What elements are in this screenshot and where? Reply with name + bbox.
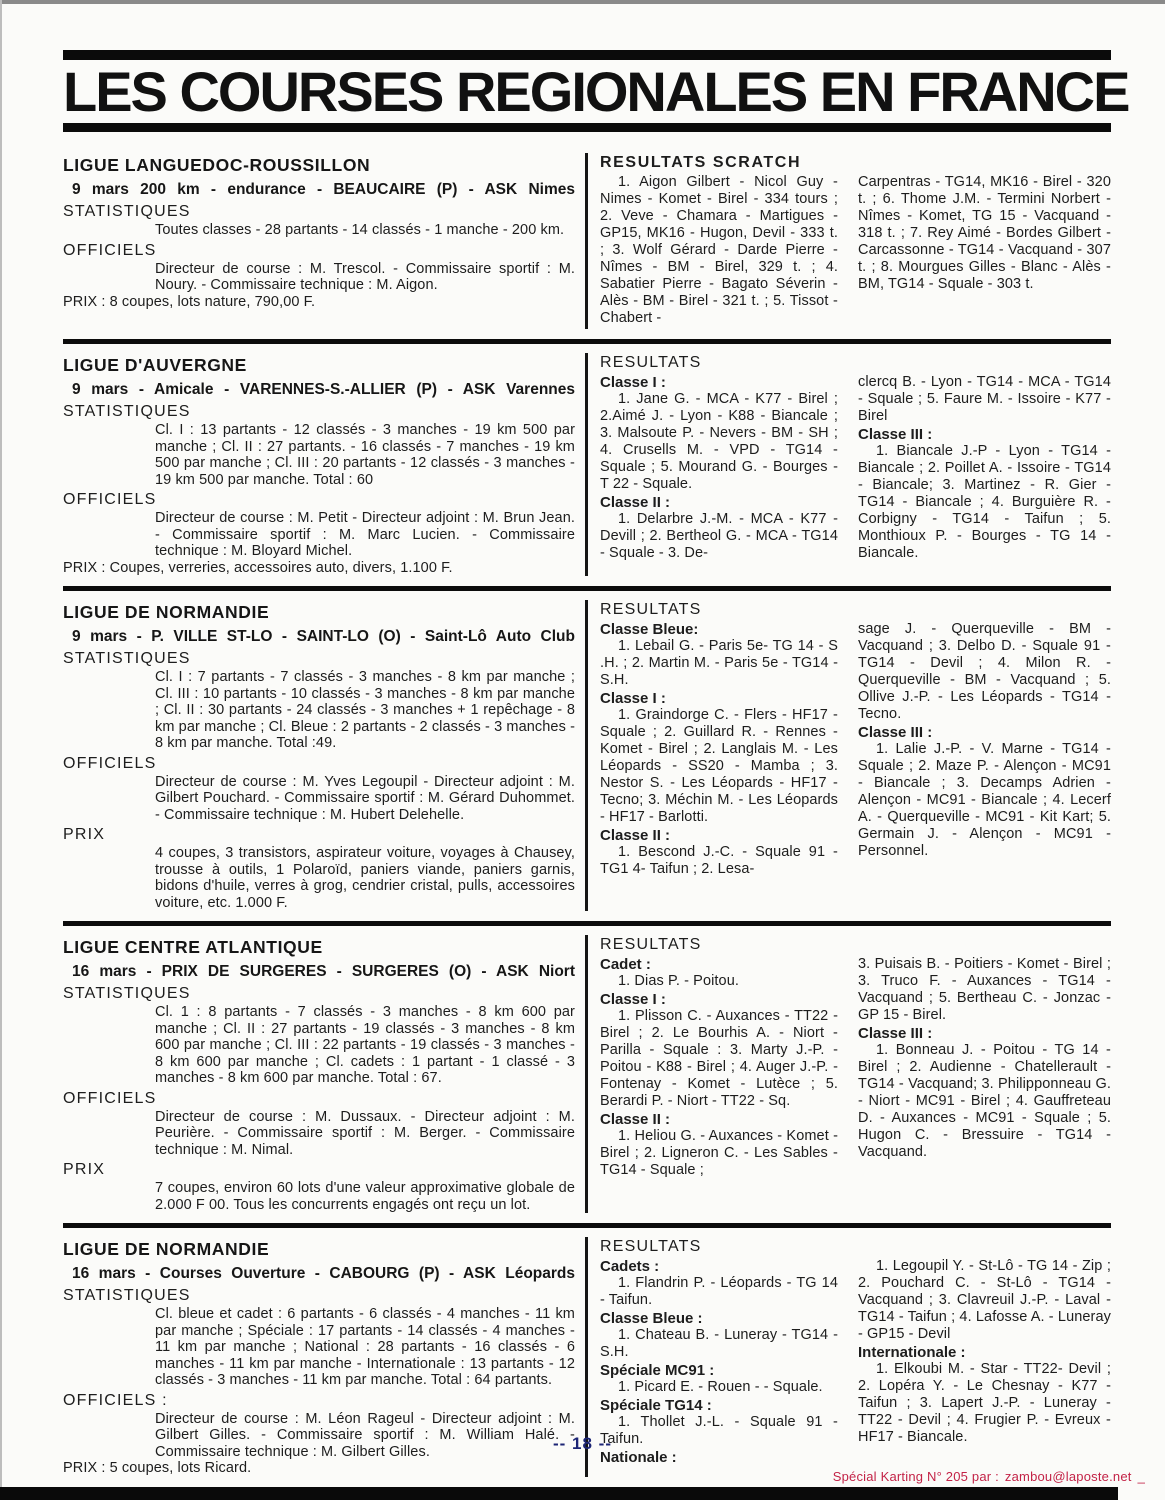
statistiques-text: Cl. I : 13 partants - 12 classés - 3 manches - 19 km 500 par manche ; Cl. II : 27 partants. - 16 classés - 7 manches - 19 km 500 par manche ; Cl. III : 20 partants - 12 classés - 3 manches - 19 km 500 par manche. Total : 60 — [155, 422, 575, 488]
officiels-label: OFFICIELS : — [63, 1391, 168, 1409]
results-text: 1. Biancale J.-P - Lyon - TG14 - Biancale ; 2. Poillet A. - Issoire - TG14 - Biancale; 3. Martinez - R. Gier - TG14 - Biancale ; 4. Burguière R. - Corbigny - TG14 - Taifun ; 5. Monthioux P. - Bourges - TG 14 - Biancale. — [858, 443, 1111, 561]
statistiques-label: STATISTIQUES — [63, 1287, 191, 1304]
page-title: LES COURSES REGIONALES EN FRANCE — [63, 60, 1129, 123]
class-label: Cadet : — [600, 956, 651, 973]
title-rule-top — [63, 50, 1111, 60]
results-column-right — [858, 353, 1111, 576]
results-column-right — [858, 935, 1111, 1213]
results-text: 1. Legoupil Y. - St-Lô - TG 14 - Zip ; 2. Pouchard C. - St-Lô - TG14 - Vacquand ; 3. Clavreuil J.-P. - Laval - TG14 - Taifun ; 4. Lafosse A. - Luneray - GP15 - Devil — [858, 1258, 1111, 1342]
event-line: 16 mars - Courses Ouverture - CABOURG (P) - ASK Léopards — [72, 1265, 575, 1282]
statistiques-text: Cl. bleue et cadet : 6 partants - 6 classés - 4 manches - 11 km par manche ; Spéciale : 17 partants - 14 classés - 4 manches - 11 km par manche ; National : 28 partants - 16 classés - 6 manches - 11 km par manche - Internationale : 13 partants - 12 classés - 3 manches - 11 km par manche. Total : 64 partants. — [155, 1306, 575, 1388]
league-title: LIGUE LANGUEDOC-ROUSSILLON — [63, 155, 371, 175]
class-label: Classe III : — [858, 1025, 933, 1042]
results-text: 1. Lebail G. - Paris 5e- TG 14 - S .H. ; 2. Martin M. - Paris 5e - TG14 - S.H. — [600, 638, 838, 688]
officiels-text: Directeur de course : M. Yves Legoupil - Directeur adjoint : M. Gilbert Pouchard. - Commissaire sportif : M. Gérard Duhommet. - Commissaire technique : M. Hubert Delehelle. — [155, 773, 575, 823]
event-line: 16 mars - PRIX DE SURGERES - SURGERES (O) - ASK Niort — [72, 963, 575, 980]
statistiques-label: STATISTIQUES — [63, 650, 191, 667]
league-title: LIGUE DE NORMANDIE — [63, 602, 270, 622]
results-text: 1. Bonneau J. - Poitou - TG 14 - Birel ; 2. Audienne - Chatellerault - TG14 - Vacquand; 3. Philipponneau G. - Niort - MC91 - Birel ; 4. Gauffreteau D. - Auxances - MC91 - Squale ; 5. Hugon C. - Bressuire - TG14 - Vacquand. — [858, 1042, 1111, 1160]
class-label: Classe II : — [600, 494, 671, 511]
section-info-column — [63, 353, 575, 576]
results-column-mid — [600, 935, 838, 1213]
page-number: -- 18 -- — [553, 1434, 612, 1453]
prix-line: PRIX : 5 coupes, lots Ricard. — [63, 1460, 252, 1476]
results-header: RESULTATS — [600, 936, 702, 953]
footer-email[interactable]: zambou@laposte.net — [1004, 1469, 1132, 1484]
prix-text: 7 coupes, environ 60 lots d'une valeur approximative globale de 2.000 F 00. Tous les concurrents engagés ont reçu un lot. — [155, 1180, 575, 1213]
officiels-text: Directeur de course : M. Léon Rageul - Directeur adjoint : M. Gilbert Gilles. - Commissaire sportif : M. William Halé. - Commissaire technique : M. Gilbert Gilles. — [155, 1410, 575, 1460]
column-divider — [585, 353, 588, 576]
results-header: RESULTATS SCRATCH — [600, 154, 802, 171]
class-label: Classe II : — [600, 1111, 671, 1128]
league-title: LIGUE D'AUVERGNE — [63, 355, 247, 375]
officiels-label: OFFICIELS — [63, 1089, 157, 1107]
officiels-label: OFFICIELS — [63, 754, 157, 772]
race-section-auvergne — [63, 344, 1111, 591]
league-title: LIGUE CENTRE ATLANTIQUE — [63, 937, 323, 957]
results-text: clercq B. - Lyon - TG14 - MCA - TG14 - Squale ; 5. Faure M. - Issoire - K77 - Birel — [858, 374, 1111, 424]
event-line: 9 mars 200 km - endurance - BEAUCAIRE (P) - ASK Nimes — [72, 181, 575, 198]
title-rule-bottom — [63, 123, 1111, 132]
class-label: Classe Bleue: — [600, 621, 699, 638]
results-column-mid — [600, 353, 838, 576]
results-text: Carpentras - TG14, MK16 - Birel - 320 t. ; 6. Thome J.M. - Termini Norbert - Nîmes - Komet, TG 15 - Vacquand - 318 t. ; 7. Rey Aimé - Bordes Gilbert - Carcassonne - TG14 - Vacquand - 307 t. ; 8. Mourgues Gilles - Blanc - Alès - BM, TG14 - Squale - 303 t. — [858, 174, 1111, 292]
class-label: Nationale : — [600, 1449, 677, 1466]
prix-label: PRIX — [63, 1161, 106, 1178]
prix-line: PRIX : 8 coupes, lots nature, 790,00 F. — [63, 293, 316, 310]
class-label: Classe II : — [600, 827, 671, 844]
league-title: LIGUE DE NORMANDIE — [63, 1239, 270, 1259]
class-label: Internationale : — [858, 1344, 966, 1361]
officiels-text: Directeur de course : M. Petit - Directeur adjoint : M. Brun Jean. - Commissaire sportif : M. Marc Lucien. - Commissaire technique : M. Bloyard Michel. — [155, 510, 575, 559]
event-line: 9 mars - P. VILLE ST-LO - SAINT-LO (O) - Saint-Lô Auto Club — [72, 628, 575, 645]
results-text: 1. Flandrin P. - Léopards - TG 14 - Taifun. — [600, 1275, 838, 1308]
statistiques-text: Cl. 1 : 8 partants - 7 classés - 3 manches - 8 km 600 par manche ; Cl. II : 27 partants - 19 classés - 3 manches - 8 km 600 par manche ; Cl. III : 22 partants - 19 classés - 3 manches - 8 km 600 par manche ; Cl. cadets : 1 partant - 1 classé - 3 manches - 8 km 600 par manche. Total : 67. — [155, 1004, 575, 1086]
footer-cursor: _ — [1137, 1469, 1145, 1484]
footer-credit-line — [827, 1469, 1145, 1484]
scan-edge-top — [0, 0, 1165, 4]
results-text: 1. Jane G. - MCA - K77 - Birel ; 2.Aimé J. - Lyon - K88 - Biancale ; 3. Malsoute P. - Nevers - BM - SH ; 4. Crusells M. - VPD - TG14 - Squale ; 5. Mourand G. - Bourges - T 22 - Squale. — [600, 391, 838, 492]
class-label: Spéciale MC91 : — [600, 1362, 715, 1379]
officiels-label: OFFICIELS — [63, 241, 157, 259]
prix-label: PRIX — [63, 826, 106, 843]
scan-edge-left — [0, 0, 2, 1500]
event-line: 9 mars - Amicale - VARENNES-S.-ALLIER (P) - ASK Varennes — [72, 381, 575, 398]
results-text: 1. Delarbre J.-M. - MCA - K77 - Devill ; 2. Bertheol G. - MCA - TG14 - Squale - 3. De- — [600, 511, 838, 561]
scan-bar-bottom — [0, 1487, 1118, 1500]
class-label: Cadets : — [600, 1258, 660, 1275]
results-text: 1. Heliou G. - Auxances - Komet - Birel ; 2. Ligneron C. - Les Sables - TG14 - Squale ; — [600, 1128, 838, 1178]
statistiques-label: STATISTIQUES — [63, 985, 191, 1002]
section-info-column — [63, 153, 575, 329]
statistiques-label: STATISTIQUES — [63, 203, 191, 220]
results-text: 1. Chateau B. - Luneray - TG14 - S.H. — [600, 1327, 838, 1360]
class-label: Classe III : — [858, 724, 933, 741]
officiels-text: Directeur de course : M. Dussaux. - Directeur adjoint : M. Peurière. - Commissaire sportif : M. Berger. - Commissaire technique : M. Nimal. — [155, 1108, 575, 1158]
class-label: Classe III : — [858, 426, 933, 443]
results-column-mid — [600, 153, 838, 329]
results-text: 1. Elkoubi M. - Star - TT22- Devil ; 2. Lopéra Y. - Le Chesnay - K77 - Taifun ; 3. Lapert J.-P. - Luneray - TT22 - Devil ; 4. Frugier P. - Evreux - HF17 - Biancale. — [858, 1361, 1111, 1445]
race-section-normandie-stlo — [63, 591, 1111, 926]
officiels-text: Directeur de course : M. Trescol. - Commissaire sportif : M. Noury. - Commissaire technique : M. Aigon. — [155, 260, 575, 293]
results-text: sage J. - Querqueville - BM - Vacquand ; 3. Delbo D. - Squale 91 - TG14 - Devil ; 4. Milon R. - Querqueville - BM - Vacquand ; 5. Ollive J.-P. - Les Léopards - TG14 - Tecno. — [858, 621, 1111, 722]
section-info-column — [63, 935, 575, 1213]
prix-line: PRIX : Coupes, verreries, accessoires auto, divers, 1.100 F. — [63, 559, 453, 576]
class-label: Classe Bleue : — [600, 1310, 703, 1327]
page-content — [63, 50, 1129, 1487]
prix-text: 4 coupes, 3 transistors, aspirateur voiture, voyages à Chausey, trousse à outils, 1 Polaroïd, paniers viande, paniers garnis, bidons d'huile, verres à grog, cendrier cristal, pulls, accessoires voiture, etc. 1.000 F. — [155, 845, 575, 911]
statistiques-text: Toutes classes - 28 partants - 14 classés - 1 manche - 200 km. — [155, 222, 565, 238]
results-header: RESULTATS — [600, 1238, 702, 1255]
results-text: 1. Aigon Gilbert - Nicol Guy - Nimes - Komet - Birel - 334 tours ; 2. Veve - Chamara - Martigues - GP15, MK16 - Hugon, Devil - 333 t. ; 3. Wolf Gérard - Darde Pierre - Nîmes - BM - Birel, 329 t. ; 4. Sabatier Pierre - Bagato Séverin - Alès - BM - Birel - 321 t. ; 5. Tissot - Chabert - — [600, 174, 838, 326]
results-column-mid — [600, 600, 838, 911]
results-text: 1. Thollet J.-L. - Squale 91 - Taifun. — [600, 1414, 838, 1447]
class-label: Spéciale TG14 : — [600, 1397, 712, 1414]
section-info-column — [63, 600, 575, 911]
race-section-centre-atlantique — [63, 926, 1111, 1228]
results-text: 1. Lalie J.-P. - V. Marne - TG14 - Squale ; 2. Maze P. - Alençon - MC91 - Biancale ; 3. Decamps Adrien - Alençon - MC91 - Biancale ; 4. Lecerf A. - Querqueville - MC91 - Kit Kart; 5. Germain J. - Alençon - MC91 - Personnel. — [858, 741, 1111, 859]
class-label: Classe I : — [600, 690, 666, 707]
officiels-label: OFFICIELS — [63, 491, 157, 508]
results-text: 3. Puisais B. - Poitiers - Komet - Birel ; 3. Truco F. - Auxances - TG14 - Vacquand ; 5. Bertheau C. - Jonzac - GP 15 - Birel. — [858, 956, 1111, 1023]
column-divider — [585, 153, 588, 329]
results-text: 1. Dias P. - Poitou. — [618, 973, 740, 989]
footer-credit: Spécial Karting N° 205 par : — [832, 1469, 999, 1484]
results-text: 1. Plisson C. - Auxances - TT22 - Birel ; 2. Le Bourhis A. - Niort - Parilla - Squale : 3. Marty J.-P. - Poitou - K88 - Birel ; 4. Auger J.-P. - Fontenay - Komet - Lutèce ; 5. Berardi P. - Niort - TT22 - Sq. — [600, 1008, 838, 1109]
results-text: 1. Bescond J.-C. - Squale 91 - TG1 4- Taifun ; 2. Lesa- — [600, 844, 838, 877]
results-column-right — [858, 153, 1111, 329]
statistiques-label: STATISTIQUES — [63, 403, 191, 420]
class-label: Classe I : — [600, 374, 666, 391]
column-divider — [585, 935, 588, 1213]
race-section-languedoc — [63, 144, 1111, 344]
results-column-right — [858, 600, 1111, 911]
column-divider — [585, 600, 588, 911]
results-header: RESULTATS — [600, 354, 702, 371]
class-label: Classe I : — [600, 991, 666, 1008]
results-text: 1. Picard E. - Rouen - - Squale. — [618, 1379, 823, 1395]
statistiques-text: Cl. I : 7 partants - 7 classés - 3 manches - 8 km par manche ; Cl. III : 10 partants - 10 classés - 3 manches - 8 km par manche ; Cl. II : 30 partants - 24 classés - 3 manches + 1 repêchage - 8 km par manche ; Cl. Bleue : 2 partants - 2 classés - 3 manches - 8 km par manche. Total :49. — [155, 669, 575, 751]
results-text: 1. Graindorge C. - Flers - HF17 - Squale ; 2. Guillard R. - Rennes - Komet - Birel ; 2. Langlais M. - Les Léopards - SS20 - Mamba ; 3. Nestor S. - Les Léopards - HF17 - Tecno; 3. Méchin M. - Les Léopards - HF17 - Barlotti. — [600, 707, 838, 825]
results-header: RESULTATS — [600, 601, 702, 618]
